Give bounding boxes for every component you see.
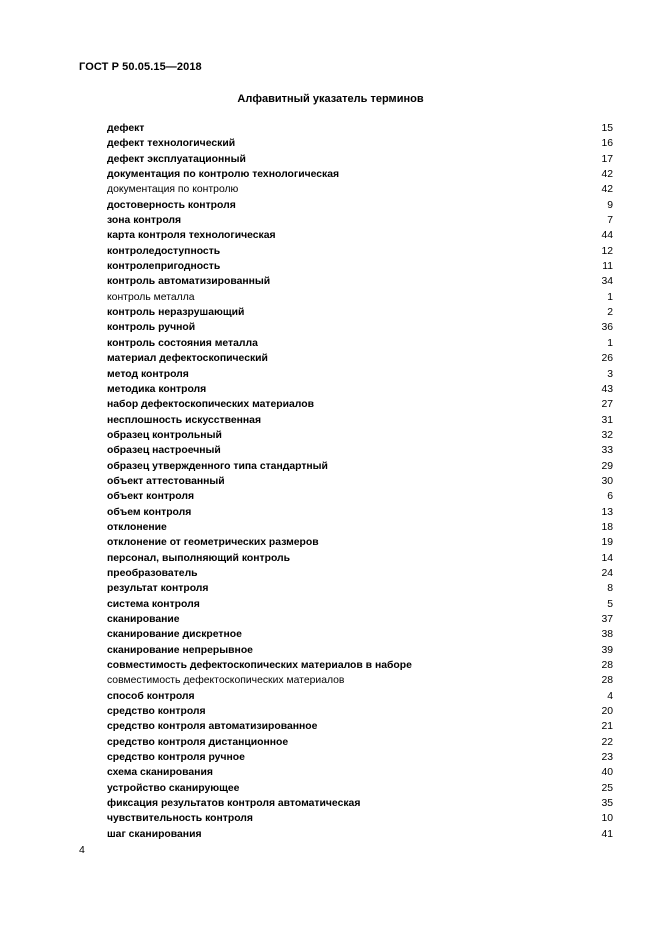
index-term: дефект (107, 123, 145, 134)
index-page-ref: 29 (601, 460, 613, 472)
index-term: образец настроечный (107, 445, 221, 457)
index-term: карта контроля технологическая (107, 230, 276, 242)
index-term: средство контроля автоматизированное (107, 721, 318, 733)
index-page-ref: 1 (607, 291, 613, 303)
term-index-list (107, 121, 613, 842)
index-page-ref: 20 (601, 706, 613, 718)
index-entry (107, 305, 613, 320)
index-term: образец контрольный (107, 429, 222, 441)
index-entry (107, 765, 613, 780)
index-entry (107, 290, 613, 305)
index-term: контроледоступность (107, 245, 221, 257)
index-page-ref: 2 (607, 307, 613, 319)
index-page-ref: 44 (601, 230, 613, 242)
index-term: шаг сканирования (107, 828, 202, 840)
index-term: объем контроля (107, 506, 192, 518)
index-entry (107, 643, 613, 658)
index-page-ref: 17 (601, 153, 613, 165)
index-entry (107, 274, 613, 289)
index-term: контролепригодность (107, 261, 221, 273)
index-page-ref: 37 (601, 614, 613, 625)
index-page-ref: 30 (601, 475, 613, 487)
index-entry (107, 213, 613, 228)
index-page-ref: 18 (601, 521, 613, 533)
index-term: достоверность контроля (107, 199, 236, 211)
index-page-ref: 12 (601, 245, 613, 257)
index-term: документация по контролю технологическая (107, 169, 340, 181)
index-term: объект контроля (107, 491, 195, 503)
index-entry (107, 827, 613, 842)
index-page-ref: 3 (607, 368, 613, 380)
index-page-ref: 26 (601, 353, 613, 365)
index-page-ref: 39 (601, 644, 613, 656)
index-page-ref: 13 (601, 506, 613, 518)
index-page-ref: 36 (601, 322, 613, 334)
index-entry (107, 443, 613, 458)
index-entry (107, 489, 613, 504)
index-page-ref: 14 (601, 552, 613, 564)
index-entry (107, 351, 613, 366)
index-term: метод контроля (107, 368, 189, 380)
index-term: средство контроля (107, 706, 206, 718)
index-entry (107, 673, 613, 688)
index-page-ref: 28 (601, 675, 613, 687)
index-page-ref: 42 (601, 169, 613, 181)
index-entry (107, 612, 613, 627)
index-page-ref: 10 (601, 813, 613, 825)
index-page-ref: 16 (601, 138, 613, 150)
index-page-ref: 22 (601, 736, 613, 748)
index-term: объект аттестованный (107, 475, 225, 487)
index-entry (107, 167, 613, 182)
index-term: сканирование (107, 614, 180, 625)
index-page-ref: 34 (601, 276, 613, 288)
index-page-ref: 8 (607, 583, 613, 595)
index-page-ref: 1 (607, 337, 613, 349)
index-entry (107, 413, 613, 428)
index-entry (107, 474, 613, 489)
index-page-ref: 6 (607, 491, 613, 503)
index-page-ref: 7 (607, 215, 613, 227)
index-page-ref: 42 (601, 184, 613, 196)
index-page-ref: 21 (601, 721, 613, 733)
index-term: средство контроля ручное (107, 752, 245, 764)
index-term: несплошность искусственная (107, 414, 262, 426)
index-entry (107, 811, 613, 826)
index-entry (107, 428, 613, 443)
index-entry (107, 244, 613, 259)
page-number: 4 (79, 844, 85, 856)
index-page-ref: 15 (601, 123, 613, 134)
index-entry (107, 735, 613, 750)
index-page-ref: 11 (602, 261, 613, 273)
index-entry (107, 551, 613, 566)
index-term: чувствительность контроля (107, 813, 253, 825)
index-page-ref: 27 (601, 399, 613, 411)
index-entry (107, 505, 613, 520)
index-term: контроль неразрушающий (107, 307, 245, 319)
index-term: совместимость дефектоскопических материалов в наборе (107, 660, 412, 672)
index-term: устройство сканирующее (107, 782, 240, 794)
index-entry (107, 781, 613, 796)
index-term: система контроля (107, 598, 200, 610)
index-entry (107, 459, 613, 474)
index-page-ref: 38 (601, 629, 613, 641)
index-entry (107, 796, 613, 811)
index-entry (107, 182, 613, 197)
index-page-ref: 35 (601, 798, 613, 810)
index-term: схема сканирования (107, 767, 213, 779)
index-term: материал дефектоскопический (107, 353, 268, 365)
index-term: персонал, выполняющий контроль (107, 552, 291, 564)
index-entry (107, 627, 613, 642)
index-page-ref: 31 (601, 414, 613, 426)
index-term: сканирование непрерывное (107, 644, 253, 656)
index-entry (107, 397, 613, 412)
index-term: контроль состояния металла (107, 337, 258, 349)
index-page-ref: 28 (601, 660, 613, 672)
index-entry (107, 336, 613, 351)
index-page-ref: 25 (601, 782, 613, 794)
index-term: способ контроля (107, 690, 195, 702)
index-page-ref: 19 (601, 537, 613, 549)
index-term: фиксация результатов контроля автоматическая (107, 798, 361, 810)
index-page-ref: 24 (601, 567, 613, 579)
index-term: сканирование дискретное (107, 629, 242, 641)
index-term: контроль металла (107, 291, 195, 303)
index-term: контроль автоматизированный (107, 276, 271, 288)
index-page-ref: 32 (601, 429, 613, 441)
index-title: Алфавитный указатель терминов (237, 93, 424, 105)
index-entry (107, 520, 613, 535)
index-term: отклонение (107, 521, 167, 533)
index-entry (107, 259, 613, 274)
index-term: совместимость дефектоскопических материалов (107, 675, 345, 687)
index-entry (107, 198, 613, 213)
index-entry (107, 597, 613, 612)
index-term: преобразователь (107, 567, 198, 579)
index-entry (107, 689, 613, 704)
index-page-ref: 23 (601, 752, 613, 764)
index-entry (107, 566, 613, 581)
index-term: результат контроля (107, 583, 209, 595)
index-page-ref: 40 (601, 767, 613, 779)
index-entry (107, 136, 613, 151)
index-page-ref: 41 (601, 828, 613, 840)
index-entry (107, 658, 613, 673)
index-page-ref: 9 (607, 199, 613, 211)
index-entry (107, 704, 613, 719)
index-page-ref: 4 (607, 690, 613, 702)
index-entry (107, 320, 613, 335)
index-entry (107, 228, 613, 243)
index-term: зона контроля (107, 215, 182, 227)
index-entry (107, 382, 613, 397)
index-term: дефект эксплуатационный (107, 153, 246, 165)
index-term: документация по контролю (107, 184, 239, 196)
index-term: средство контроля дистанционное (107, 736, 289, 748)
standard-code-header: ГОСТ Р 50.05.15—2018 (79, 61, 202, 73)
index-term: образец утвержденного типа стандартный (107, 460, 328, 472)
index-entry (107, 535, 613, 550)
index-entry (107, 719, 613, 734)
index-entry (107, 121, 613, 136)
index-page-ref: 43 (601, 383, 613, 395)
index-entry (107, 581, 613, 596)
index-entry (107, 750, 613, 765)
index-term: отклонение от геометрических размеров (107, 537, 319, 549)
index-term: дефект технологический (107, 138, 236, 150)
index-term: набор дефектоскопических материалов (107, 399, 314, 411)
index-entry (107, 152, 613, 167)
index-page-ref: 5 (607, 598, 613, 610)
index-term: методика контроля (107, 383, 207, 395)
index-page-ref: 33 (601, 445, 613, 457)
index-entry (107, 367, 613, 382)
index-term: контроль ручной (107, 322, 196, 334)
